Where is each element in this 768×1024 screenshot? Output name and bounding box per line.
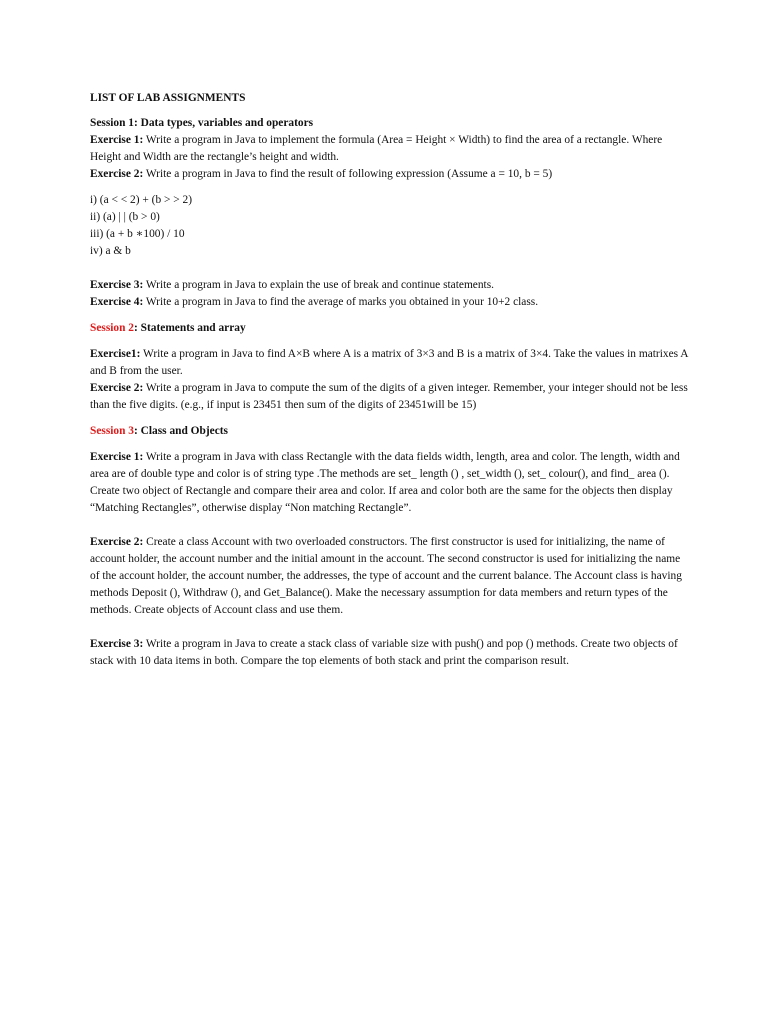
s1-exercise-3-text: Write a program in Java to explain the use of break and continue statements. — [143, 279, 494, 291]
session-2-label: Session 2 — [90, 322, 134, 334]
expression-item: i) (a < < 2) + (b > > 2) — [90, 194, 193, 206]
session-2-heading — [90, 320, 690, 337]
session-2 — [90, 320, 690, 414]
s3-exercise-2 — [90, 534, 690, 619]
document-page — [90, 90, 690, 670]
session-2-title: : Statements and array — [134, 322, 246, 334]
s2-exercise-2-text: Write a program in Java to compute the sum of the digits of a given integer. Remember, your integer should not be less than the five digits. (e.g., if input is 23451 then sum of the digits of 23451will be 15) — [90, 382, 688, 411]
s2-exercise-1-label: Exercise1: — [90, 348, 141, 360]
expression-list — [90, 192, 690, 260]
expression-item: iv) a & b — [90, 245, 131, 257]
s2-exercise-1 — [90, 346, 690, 380]
s3-exercise-2-text: Create a class Account with two overloaded constructors. The first constructor is used for initializing, the name of account holder, the account number and the initial amount in the account. The second constructor is used for initializing the name of the account holder, the account number, the addresses, the type of account and the current balance. The Account class is having methods Deposit (), Withdraw (), and Get_Balance(). Make the necessary assumption for data members and return types of the methods. Create objects of Account class and use them. — [90, 536, 682, 616]
s3-exercise-3 — [90, 636, 690, 670]
s1-exercise-3-label: Exercise 3: — [90, 279, 144, 291]
session-3-heading — [90, 423, 690, 440]
s3-exercise-1-label: Exercise 1: — [90, 451, 144, 463]
s3-exercise-1-text: Write a program in Java with class Rectangle with the data fields width, length, area and color. The length, width and area are of double type and color is of string type .The methods are set_ length () , set_width (), set_ colour(), and find_ area (). Create two object of Rectangle and compare their area and color. If area and color both are the same for the objects then display “Matching Rectangles”, otherwise display “Non matching Rectangle”. — [90, 451, 680, 514]
s3-exercise-2-label: Exercise 2: — [90, 536, 144, 548]
s3-exercise-1 — [90, 449, 690, 517]
s3-exercise-3-text: Write a program in Java to create a stack class of variable size with push() and pop () methods. Create two objects of stack with 10 data items in both. Compare the top elements of both stack and print the comparison result. — [90, 638, 678, 667]
session-3-label: Session 3 — [90, 425, 134, 437]
s2-exercise-2 — [90, 380, 690, 414]
s1-exercise-4 — [90, 294, 690, 311]
session-1-heading: Session 1: Data types, variables and operators — [90, 117, 314, 129]
s1-exercise-3 — [90, 277, 690, 294]
s1-exercise-2 — [90, 166, 690, 183]
expression-item: iii) (a + b ∗100) / 10 — [90, 228, 185, 240]
session-3 — [90, 423, 690, 670]
s2-exercise-1-text: Write a program in Java to find A×B where A is a matrix of 3×3 and B is a matrix of 3×4. Take the values in matrixes A and B from the user. — [90, 348, 688, 377]
s3-exercise-3-label: Exercise 3: — [90, 638, 144, 650]
expression-item: ii) (a) | | (b > 0) — [90, 211, 160, 223]
s1-exercise-1-label: Exercise 1: — [90, 134, 144, 146]
s2-exercise-2-label: Exercise 2: — [90, 382, 144, 394]
session-3-title: : Class and Objects — [134, 425, 228, 437]
s1-exercise-2-text: Write a program in Java to find the result of following expression (Assume a = 10, b = 5) — [143, 168, 553, 180]
session-1 — [90, 115, 690, 311]
s1-exercise-4-text: Write a program in Java to find the average of marks you obtained in your 10+2 class. — [143, 296, 539, 308]
s1-exercise-1 — [90, 132, 690, 166]
document-title: LIST OF LAB ASSIGNMENTS — [90, 92, 246, 104]
s1-exercise-2-label: Exercise 2: — [90, 168, 144, 180]
s1-exercise-4-label: Exercise 4: — [90, 296, 144, 308]
s1-exercise-1-text: Write a program in Java to implement the formula (Area = Height × Width) to find the area of a rectangle. Where Height and Width are the rectangle’s height and width. — [90, 134, 663, 163]
